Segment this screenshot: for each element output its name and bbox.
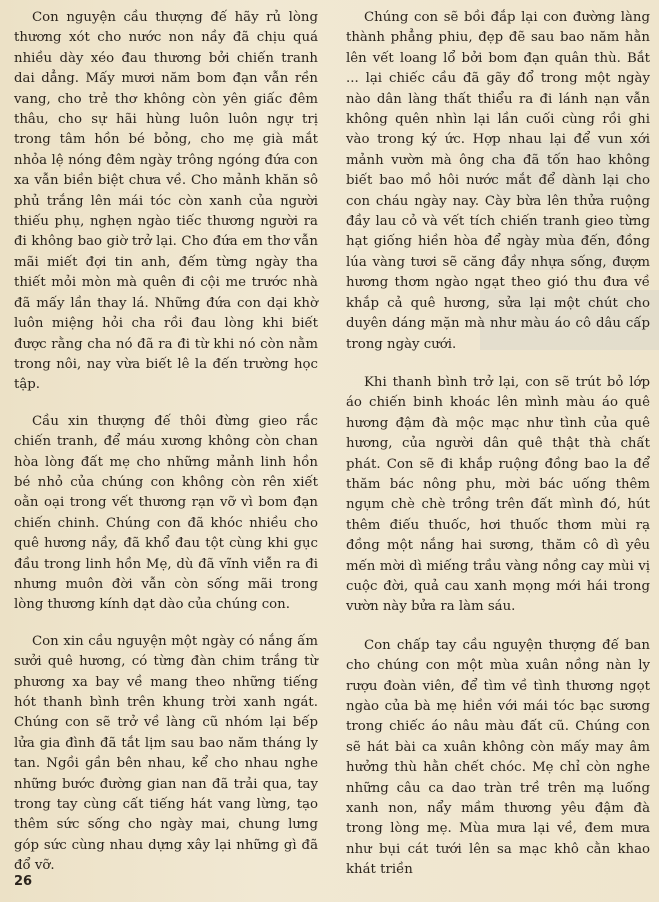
paragraph: Con chấp tay cầu nguyện thượng đế ban cho chúng con một mùa xuân nồng nàn ly rượu đoàn viên, để tìm về tình thương ngọt ngào của bà mẹ hiền với mái tóc bạc sương trong chiếc áo nâu màu đất cũ. Chúng con sẽ hát bài ca xuân không còn mấy may âm hưởng thù hằn chết chóc. Mẹ chỉ còn nghe những câu ca dao tràn trề trên mạ luống xanh non, nẩy mầm thương yêu đậm đà trong lòng mẹ. Mùa mưa lại về, đem mưa như bụi cát tưới lên sa mạc khô cằn khao khát triền <box>346 637 650 878</box>
paragraph: Khi thanh bình trở lại, con sẽ trút bỏ lớp áo chiến binh khoác lên mình màu áo quê hương đậm đà mộc mạc như tình của quê hương, của người dân quê thật thà chất phát. Con sẽ đi khắp ruộng đồng bao la để thăm bác nông phu, mời bác uống thêm ngụm chè chè trồng trên đất mình đó, hút thêm điếu thuốc, hơi thuốc thơm mùi rạ đồng một nắng hai sương, thăm cô dì yêu mến mời dì miếng trầu vàng nồng cay mùi vị cuộc đời, quả cau xanh mọng mới hái trong vườn này bửa ra làm sáu. <box>346 374 650 615</box>
paragraph: Chúng con sẽ bồi đắp lại con đường làng thành phẳng phiu, đẹp đẽ sau bao năm hằn lên vết loang lổ bởi bom đạn quân thù. Bắt ... lại chiếc cầu đã gãy đổ trong một ngày nào dân làng thất thiểu ra đi lánh nạn vẫn không quên nhìn lại lần cuối cùng rồi ghi vào trong ký ức. Hợp nhau lại để vun xới mảnh vườn mà ông cha đã tốn hao không biết bao mồ hôi nước mắt để dành lại cho con cháu ngày nay. Cày bừa lên thửa ruộng đầy lau cỏ và vết tích chiến tranh gieo từng hạt giống hiền hòa để ngày mùa đến, đồng lúa vàng tươi sẽ căng đầy nhựa sống, đượm hương thơm ngào ngạt theo gió thu đưa về khắp cả quê hương, sửa lại một chút cho duyên dáng mặn mà như màu áo cô dâu cấp trong ngày cưới. <box>346 10 650 352</box>
paragraph: Cầu xin thượng đế thôi đừng gieo rắc chiến tranh, để máu xương không còn chan hòa lòng đất mẹ cho những mảnh linh hồn bé nhỏ của chúng con không còn rên xiết oằn oại trong vết thương rạn vỡ vì bom đạn chiến chinh. Chúng con đã khóc nhiều cho quê hương nầy, đã khổ đau tột cùng khi gục đầu trong linh hồn Mẹ, dù đã vĩnh viễn ra đi nhưng muôn đời vẫn còn sống mãi trong lòng thương kính dạt dào của chúng con. <box>14 413 318 613</box>
paragraph: Con xin cầu nguyện một ngày có nắng ấm sưởi quê hương, có từng đàn chim trắng từ phương xa bay về mang theo những tiếng hót thanh bình trên khung trời xanh ngát. Chúng con sẽ trở về làng cũ nhóm lại bếp lửa gia đình đã tắt lịm sau bao năm tháng ly tan. Ngồi gần bên nhau, kể cho nhau nghe những bước đường gian nan đã trải qua, tay trong tay cùng cất tiếng hát vang lừng, tạo thêm sức sống cho ngày mai, chung lưng góp sức cùng nhau dựng xây lại những gì đã đổ vỡ. <box>14 633 318 874</box>
page-number: 26 <box>14 874 33 889</box>
left-column <box>14 8 318 877</box>
right-column <box>346 8 650 881</box>
paragraph: Con nguyện cầu thượng đế hãy rủ lòng thương xót cho nước non nầy đã chịu quá nhiều dày xéo đau thương bởi chiến tranh dai dẳng. Mấy mươi năm bom đạn vẫn rền vang, cho trẻ thơ không còn yên giấc đêm thâu, cho sự hãi hùng luôn luôn ngự trị trong tâm hồn bé bỏng, cho mẹ già mắt nhỏa lệ nóng đêm ngày trông ngóng đứa con xa vẫn biền biệt chưa về. Cho mảnh khăn sô phủ trắng lên mái tóc còn xanh của người thiếu phụ, nghẹn ngào tiếc thương người ra đi không bao giờ trở lại. Cho đứa em thơ vẫn mãi miết đợi tin anh, đếm từng ngày tha thiết mỏi mòn mà quên đi cội me trước nhà đã mấy lần thay lá. Những đứa con dại khờ luôn miệng hỏi cha rồi đau lòng khi biết được rằng cha nó đã ra đi từ khi nó còn nằm trong nôi, nay vừa biết lê la đến trường học tập. <box>14 10 318 393</box>
